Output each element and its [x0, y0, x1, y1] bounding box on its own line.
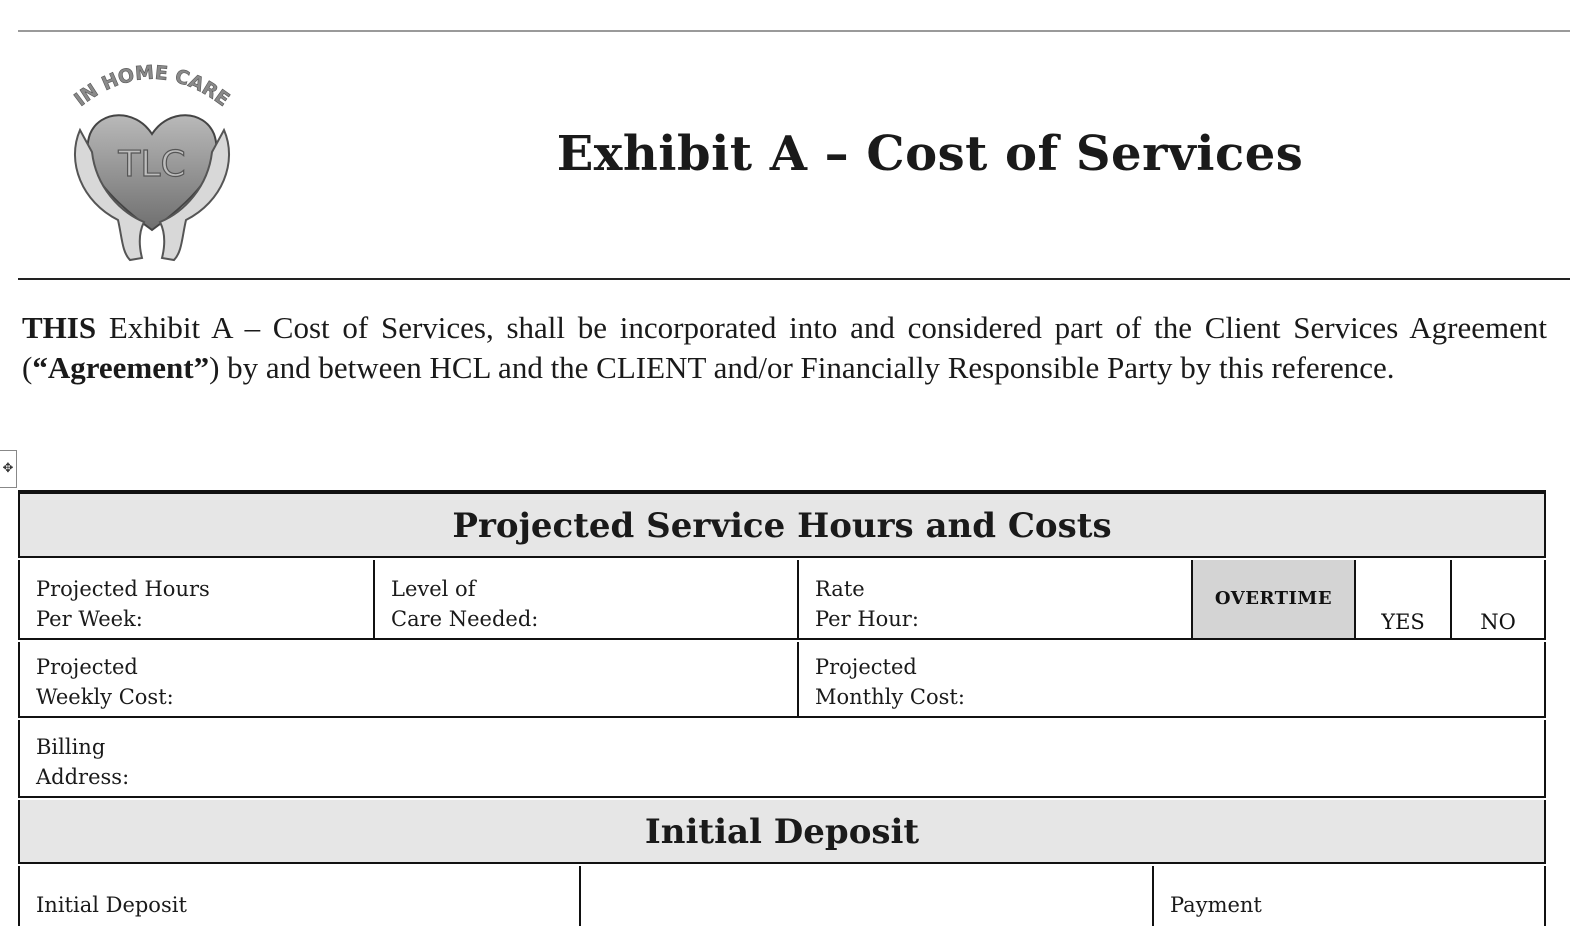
table-row-costs [18, 642, 1546, 718]
rate-per-hour-cell[interactable] [799, 560, 1193, 638]
section-header-projected [18, 494, 1546, 558]
logo-arc-text: IN HOME CARE [70, 61, 234, 111]
section-title-deposit: Initial Deposit [644, 812, 920, 852]
table-row-deposit [18, 866, 1546, 926]
level-of-care-label: Level of Care Needed: [391, 577, 539, 631]
weekly-cost-label: Projected Weekly Cost: [36, 655, 174, 709]
intro-lead: THIS [22, 310, 97, 345]
top-rule [18, 30, 1570, 32]
page-title: Exhibit A – Cost of Services [556, 126, 1304, 182]
header-rule [18, 278, 1570, 280]
section-header-deposit [18, 800, 1546, 864]
monthly-cost-cell[interactable] [799, 642, 1544, 716]
payment-label: Payment [1170, 893, 1262, 917]
billing-address-label: Billing Address: [36, 735, 130, 789]
rate-per-hour-label: Rate Per Hour: [815, 577, 919, 631]
intro-bold-term: “Agreement” [32, 350, 210, 385]
initial-deposit-label: Initial Deposit [36, 893, 187, 917]
section-title-projected: Projected Service Hours and Costs [452, 506, 1112, 546]
billing-address-cell[interactable] [20, 720, 1544, 796]
intro-text-2: ) by and between HCL and the CLIENT and/or Financially Responsible Party by this reference. [209, 350, 1395, 385]
hours-per-week-cell[interactable] [20, 560, 375, 638]
level-of-care-cell[interactable] [375, 560, 799, 638]
table-row-hours [18, 560, 1546, 640]
hours-per-week-label: Projected Hours Per Week: [36, 577, 210, 631]
table-row-billing [18, 720, 1546, 798]
logo-center-text: TLC [118, 144, 186, 185]
overtime-no-cell[interactable] [1452, 560, 1544, 638]
initial-deposit-cell[interactable] [20, 866, 581, 926]
intro-text-1: Exhibit A – Cost of Services, shall be incorporated into and considered part of the Client Services Agreement ( [22, 310, 1547, 385]
weekly-cost-cell[interactable] [20, 642, 799, 716]
svg-text:IN HOME CARE [70, 62, 233, 111]
monthly-cost-label: Projected Monthly Cost: [815, 655, 965, 709]
overtime-yes-label: YES [1381, 610, 1425, 634]
move-anchor-icon[interactable]: ✥ [0, 450, 17, 488]
overtime-label: OVERTIME [1214, 588, 1333, 609]
overtime-no-label: NO [1480, 610, 1516, 634]
deposit-amount-cell[interactable] [581, 866, 1154, 926]
payment-cell[interactable] [1154, 866, 1544, 926]
overtime-cell [1193, 560, 1356, 638]
intro-paragraph [22, 308, 1547, 388]
overtime-yes-cell[interactable] [1356, 560, 1452, 638]
company-logo [60, 52, 245, 267]
